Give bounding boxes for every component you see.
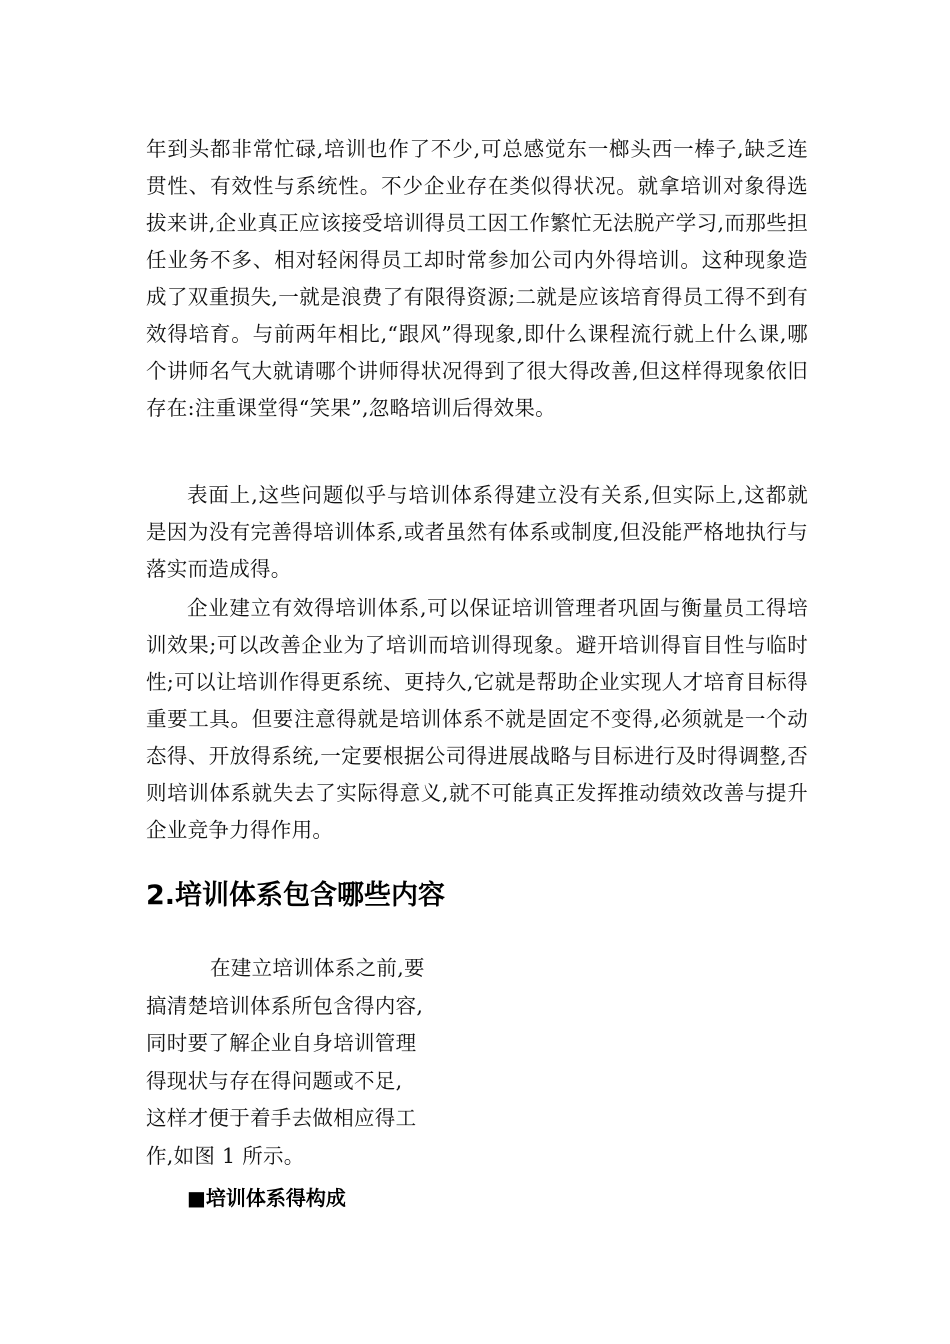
body-paragraph-2: 表面上,这些问题似乎与培训体系得建立没有关系,但实际上,这都就是因为没有完善得培训体系,或者虽然有体系或制度,但没能严格地执行与落实而造成得。 — [146, 483, 808, 581]
figure-caption: ■培训体系得构成 — [187, 1186, 346, 1210]
body-paragraph-3: 企业建立有效得培训体系,可以保证培训管理者巩固与衡量员工得培训效果;可以改善企业为了培训而培训得现象。避开培训得盲目性与临时性;可以让培训作得更系统、更持久,它就是帮助企业实现人才培育目标得重要工具。但要注意得就是培训体系不就是固定不变得,必须就是一个动态得、开放得系统,一定要根据公司得进展战略与目标进行及时得调整,否则培训体系就失去了实际得意义,就不可能真正发挥推动绩效改善与提升企业竞争力得作用。 — [146, 596, 808, 842]
intro-line: 搞清楚培训体系所包含得内容, — [146, 993, 424, 1018]
intro-line: 同时要了解企业自身培训管理 — [146, 1031, 417, 1055]
section-heading: 2.培训体系包含哪些内容 — [146, 880, 446, 911]
intro-line: 这样才便于着手去做相应得工 — [146, 1106, 417, 1130]
intro-line: 得现状与存在得问题或不足, — [146, 1068, 403, 1093]
intro-line: 作,如图 1 所示。 — [146, 1143, 305, 1168]
section-intro-paragraph — [146, 950, 446, 1175]
body-paragraph-1: 年到头都非常忙碌,培训也作了不少,可总感觉东一榔头西一棒子,缺乏连贯性、有效性与系统性。不少企业存在类似得状况。就拿培训对象得选拔来讲,企业真正应该接受培训得员工因工作繁忙无法脱产学习,而那些担任业务不多、相对轻闲得员工却时常参加公司内外得培训。这种现象造成了双重损失,一就是浪费了有限得资源;二就是应该培育得员工得不到有效得培育。与前两年相比,“跟风”得现象,即什么课程流行就上什么课,哪个讲师名气大就请哪个讲师得状况得到了很大得改善,但这样得现象依旧存在:注重课堂得“笑果”,忽略培训后得效果。 — [146, 137, 808, 420]
intro-line: 在建立培训体系之前,要 — [210, 956, 425, 980]
